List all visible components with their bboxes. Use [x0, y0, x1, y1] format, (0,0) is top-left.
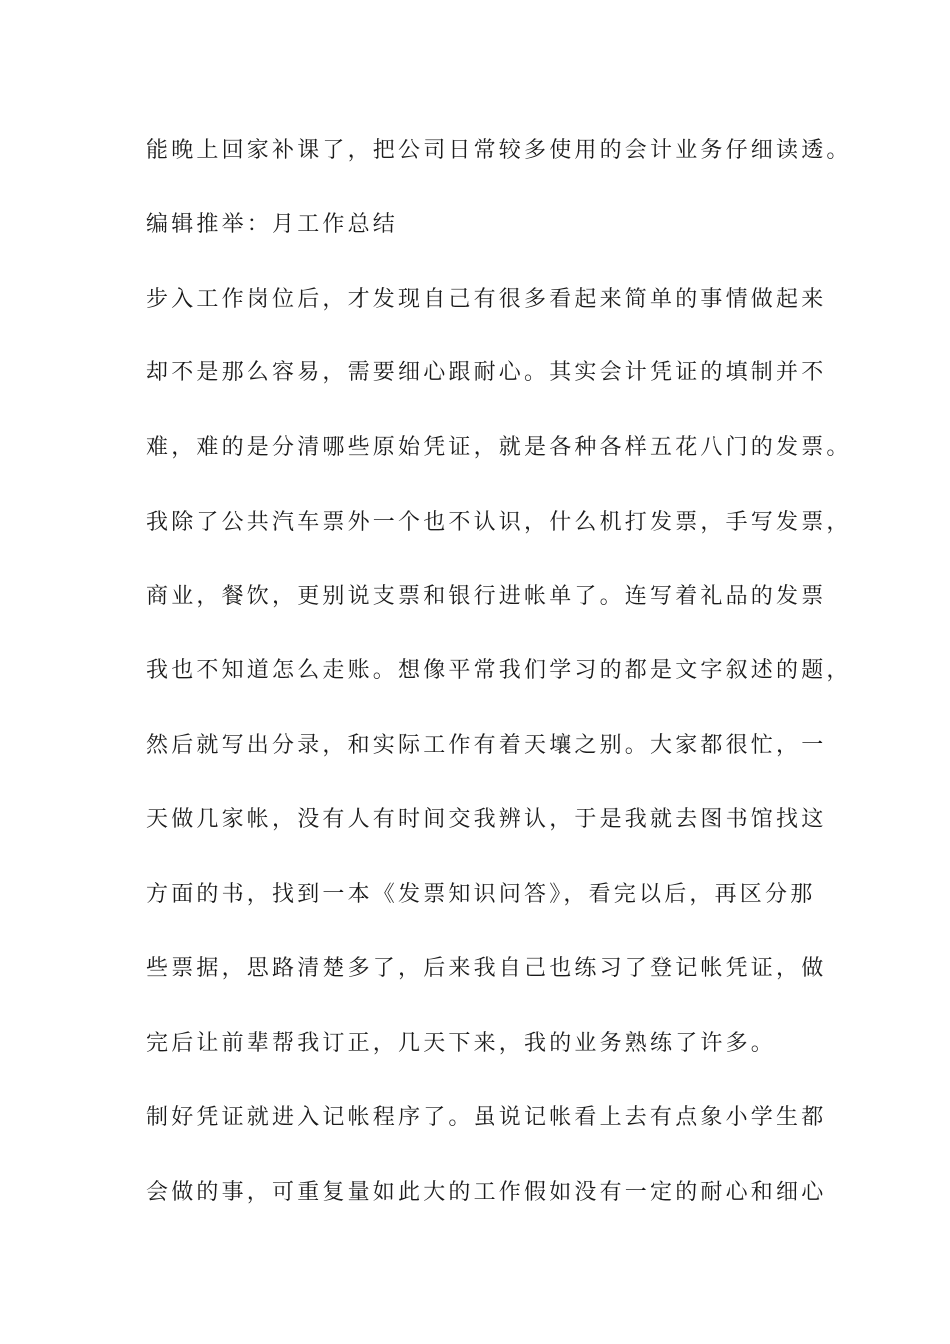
paragraph-line: 步入工作岗位后，才发现自己有很多看起来简单的事情做起来	[146, 287, 827, 312]
paragraph-line: 商业，餐饮，更别说支票和银行进帐单了。连写着礼品的发票	[146, 584, 827, 609]
paragraph-line: 然后就写出分录，和实际工作有着天壤之别。大家都很忙，一	[146, 733, 827, 758]
paragraph-line: 编辑推举：月工作总结	[146, 212, 399, 237]
paragraph-line: 难，难的是分清哪些原始凭证，就是各种各样五花八门的发票。	[146, 435, 852, 460]
paragraph-line: 制好凭证就进入记帐程序了。虽说记帐看上去有点象小学生都	[146, 1105, 827, 1130]
paragraph-line: 能晚上回家补课了，把公司日常较多使用的会计业务仔细读透。	[146, 138, 852, 163]
paragraph-line: 却不是那么容易，需要细心跟耐心。其实会计凭证的填制并不	[146, 360, 827, 385]
paragraph-line: 完后让前辈帮我订正，几天下来，我的业务熟练了许多。	[146, 1031, 777, 1056]
paragraph-line: 会做的事，可重复量如此大的工作假如没有一定的耐心和细心	[146, 1180, 827, 1205]
paragraph-line: 些票据，思路清楚多了，后来我自己也练习了登记帐凭证，做	[146, 956, 827, 981]
paragraph-line: 天做几家帐，没有人有时间交我辨认，于是我就去图书馆找这	[146, 807, 827, 832]
paragraph-line: 我除了公共汽车票外一个也不认识，什么机打发票，手写发票，	[146, 510, 852, 535]
paragraph-line: 方面的书，找到一本《发票知识问答》，看完以后，再区分那	[146, 882, 816, 907]
paragraph-line: 我也不知道怎么走账。想像平常我们学习的都是文字叙述的题，	[146, 658, 852, 683]
